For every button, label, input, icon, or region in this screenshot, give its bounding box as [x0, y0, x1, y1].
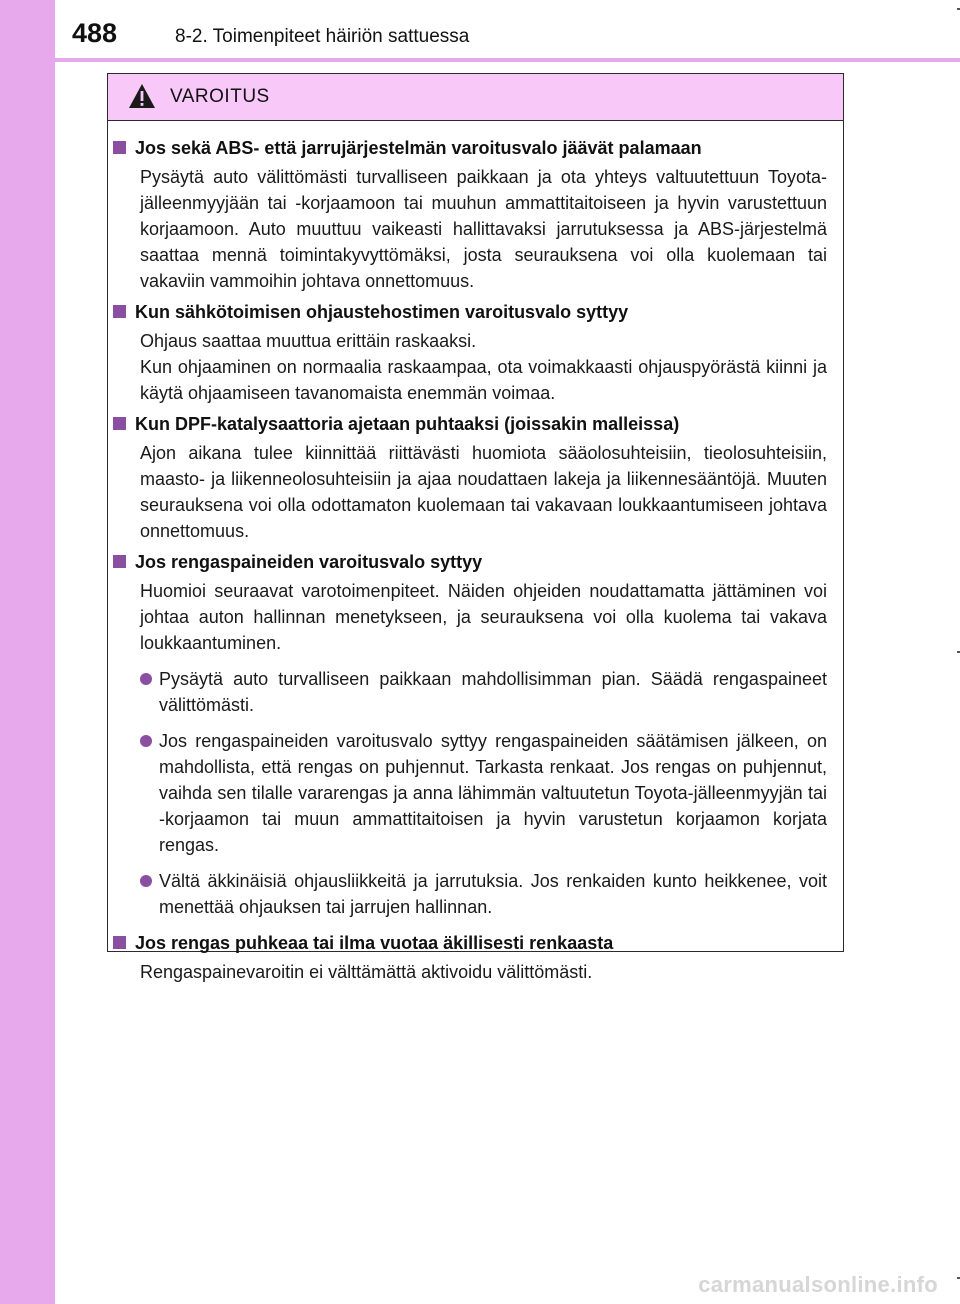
list-item-text: Vältä äkkinäisiä ohjausliikkeitä ja jarrutuksia. Jos renkaiden kunto heikkenee, voit menettää ohjauksen tai jarrujen hallinnan. — [159, 871, 827, 917]
header-rule — [55, 58, 960, 62]
round-bullet-icon — [140, 735, 152, 747]
item-paragraph: Huomioi seuraavat varotoimenpiteet. Näiden ohjeiden noudattamatta jättäminen voi johtaa auton hallinnan menetykseen, ja seurauksena voi olla kuolema tai vakava loukkaantuminen. — [140, 581, 827, 653]
warning-item — [113, 135, 827, 294]
side-tab-strip — [0, 0, 55, 1304]
warning-item — [113, 411, 827, 544]
item-paragraph: Ajon aikana tulee kiinnittää riittävästi huomiota sääolosuhteisiin, tieolosuhteisiin, maasto- ja liikenneolosuhteisiin ja ajaa noudattaen lakeja ja liikennesääntöjä. Muuten seurauksena voi olla odottamaton kuolemaan tai vakavaan loukkaantumiseen johtava onnettomuus. — [140, 443, 827, 541]
list-item — [140, 728, 827, 858]
watermark: carmanualsonline.info — [698, 1272, 938, 1297]
item-paragraph: Ohjaus saattaa muuttua erittäin raskaaksi. — [140, 331, 477, 351]
square-bullet-icon — [113, 141, 126, 154]
list-item — [140, 666, 827, 718]
item-heading — [113, 299, 827, 325]
section-title: 8-2. Toimenpiteet häiriön sattuessa — [175, 26, 470, 47]
item-heading-text: Kun DPF-katalysaattoria ajetaan puhtaaksi (joissakin malleissa) — [135, 414, 680, 434]
square-bullet-icon — [113, 936, 126, 949]
item-heading — [113, 135, 827, 161]
list-item — [140, 868, 827, 920]
list-item-text: Jos rengaspaineiden varoitusvalo syttyy rengaspaineiden säätämisen jälkeen, on mahdollista, että rengas on puhjennut. Tarkasta renkaat. Jos rengas on puhjennut, vaihda sen tilalle vararengas ja anna lähimmän valtuutetun Toyota-jälleenmyyjän tai -korjaamon tai muun ammattitaitoisen ja hyvin varustetun korjaamon korjata rengas. — [159, 731, 827, 855]
square-bullet-icon — [113, 417, 126, 430]
warning-item — [113, 549, 827, 920]
item-heading-text: Jos sekä ABS- että jarrujärjestelmän varoitusvalo jäävät palamaan — [135, 138, 702, 158]
warning-body — [108, 121, 843, 985]
item-heading — [113, 549, 827, 575]
warning-label: VAROITUS — [170, 86, 270, 107]
warning-item — [113, 299, 827, 406]
round-bullet-icon — [140, 673, 152, 685]
item-heading — [113, 411, 827, 437]
square-bullet-icon — [113, 555, 126, 568]
warning-header — [108, 74, 843, 121]
item-paragraph: Pysäytä auto välittömästi turvalliseen paikkaan ja ota yhteys valtuutettuun Toyota-jälleenmyyjään tai -korjaamoon tai muuhun ammattitaitoiseen ja hyvin varustettuun korjaamoon. Auto muuttuu vaikeasti hallittavaksi jarrutuksessa ja ABS-järjestelmä saattaa mennä toimintakyvyttömäksi, josta seurauksena voi olla kuolemaan tai vakaviin vammoihin johtava onnettomuus. — [140, 167, 827, 291]
round-bullet-icon — [140, 875, 152, 887]
bullet-list — [113, 666, 827, 920]
page-number: 488 — [72, 18, 118, 48]
item-heading-text: Jos rengas puhkeaa tai ilma vuotaa äkillisesti renkaasta — [135, 933, 614, 953]
item-heading-text: Kun sähkötoimisen ohjaustehostimen varoitusvalo syttyy — [135, 302, 629, 322]
list-item-text: Pysäytä auto turvalliseen paikkaan mahdollisimman pian. Säädä rengaspaineet välittömästi. — [159, 669, 827, 715]
item-heading-text: Jos rengaspaineiden varoitusvalo syttyy — [135, 552, 483, 572]
warning-item — [113, 930, 827, 985]
warning-box — [107, 73, 844, 982]
item-paragraph: Kun ohjaaminen on normaalia raskaampaa, ota voimakkaasti ohjauspyörästä kiinni ja käytä ohjaamiseen tavanomaista enemmän voimaa. — [140, 357, 827, 403]
square-bullet-icon — [113, 305, 126, 318]
item-heading — [113, 930, 827, 956]
item-paragraph: Rengaspainevaroitin ei välttämättä aktivoidu välittömästi. — [140, 962, 593, 982]
warning-triangle-icon — [128, 83, 156, 109]
